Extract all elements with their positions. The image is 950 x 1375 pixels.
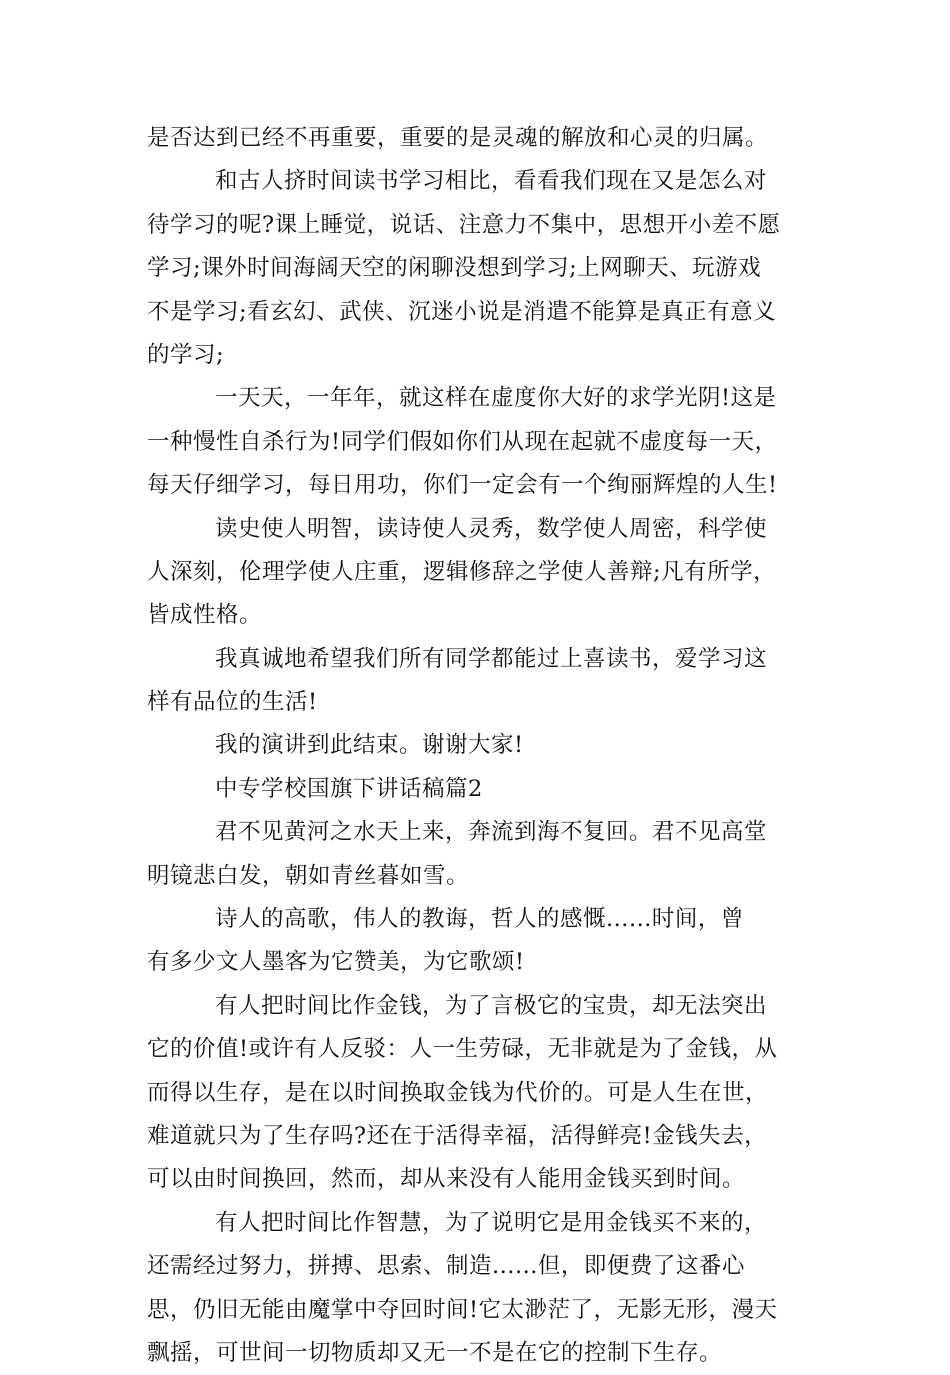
text-line: 皆成性格。 (147, 602, 263, 629)
paragraph-first-line: 一天天，一年年，就这样在虚度你大好的求学光阴!这是 (215, 385, 777, 412)
text-line: 思，仍旧无能由魔掌中夺回时间!它太渺茫了，无影无形，漫天 (147, 1296, 778, 1323)
text-line: 明镜悲白发，朝如青丝暮如雪。 (147, 862, 470, 889)
text-line: 飘摇，可世间一切物质却又无一不是在它的控制下生存。 (147, 1339, 723, 1366)
text-line: 还需经过努力，拼搏、思索、制造......但，即便费了这番心 (147, 1253, 745, 1280)
text-line: 每天仔细学习，每日用功，你们一定会有一个绚丽辉煌的人生! (147, 472, 778, 499)
text-line: 一种慢性自杀行为!同学们假如你们从现在起就不虚度每一天， (147, 428, 778, 455)
paragraph-first-line: 有人把时间比作智慧，为了说明它是用金钱买不来的， (215, 1209, 768, 1236)
paragraph-first-line: 读史使人明智，读诗使人灵秀，数学使人周密，科学使 (215, 515, 768, 542)
text-line: 不是学习;看玄幻、武侠、沉迷小说是消遣不能算是真正有意义 (147, 298, 777, 325)
text-line: 人深刻，伦理学使人庄重，逻辑修辞之学使人善辩;凡有所学， (147, 558, 777, 585)
text-line: 的学习; (147, 341, 225, 368)
text-line: 难道就只为了生存吗?还在于活得幸福，活得鲜亮!金钱失去， (147, 1122, 768, 1149)
text-line: 样有品位的生活! (147, 689, 318, 716)
paragraph-first-line: 诗人的高歌，伟人的教诲，哲人的感慨......时间，曾 (215, 906, 744, 933)
document-body (147, 117, 807, 1375)
text-line: 有多少文人墨客为它赞美，为它歌颂! (147, 949, 525, 976)
text-line: 而得以生存，是在以时间换取金钱为代价的。可是人生在世， (147, 1079, 769, 1106)
paragraph-first-line: 我的演讲到此结束。谢谢大家! (215, 732, 524, 759)
paragraph-first-line: 有人把时间比作金钱，为了言极它的宝贵，却无法突出 (215, 992, 768, 1019)
text-line: 可以由时间换回，然而，却从来没有人能用金钱买到时间。 (147, 1166, 746, 1193)
text-line: 它的价值!或许有人反驳：人一生劳碌，无非就是为了金钱，从 (147, 1036, 778, 1063)
text-line: 是否达到已经不再重要，重要的是灵魂的解放和心灵的归属。 (147, 125, 769, 151)
text-line: 学习;课外时间海阔天空的闲聊没想到学习;上网聊天、玩游戏 (147, 255, 762, 282)
section-heading: 中专学校国旗下讲话稿篇2 (215, 775, 483, 802)
paragraph-first-line: 和古人挤时间读书学习相比，看看我们现在又是怎么对 (215, 168, 768, 195)
paragraph-first-line: 君不见黄河之水天上来，奔流到海不复回。君不见高堂 (215, 819, 768, 846)
text-line: 待学习的呢?课上睡觉，说话、注意力不集中，思想开小差不愿 (147, 211, 781, 238)
paragraph-first-line: 我真诚地希望我们所有同学都能过上喜读书，爱学习这 (215, 645, 768, 672)
